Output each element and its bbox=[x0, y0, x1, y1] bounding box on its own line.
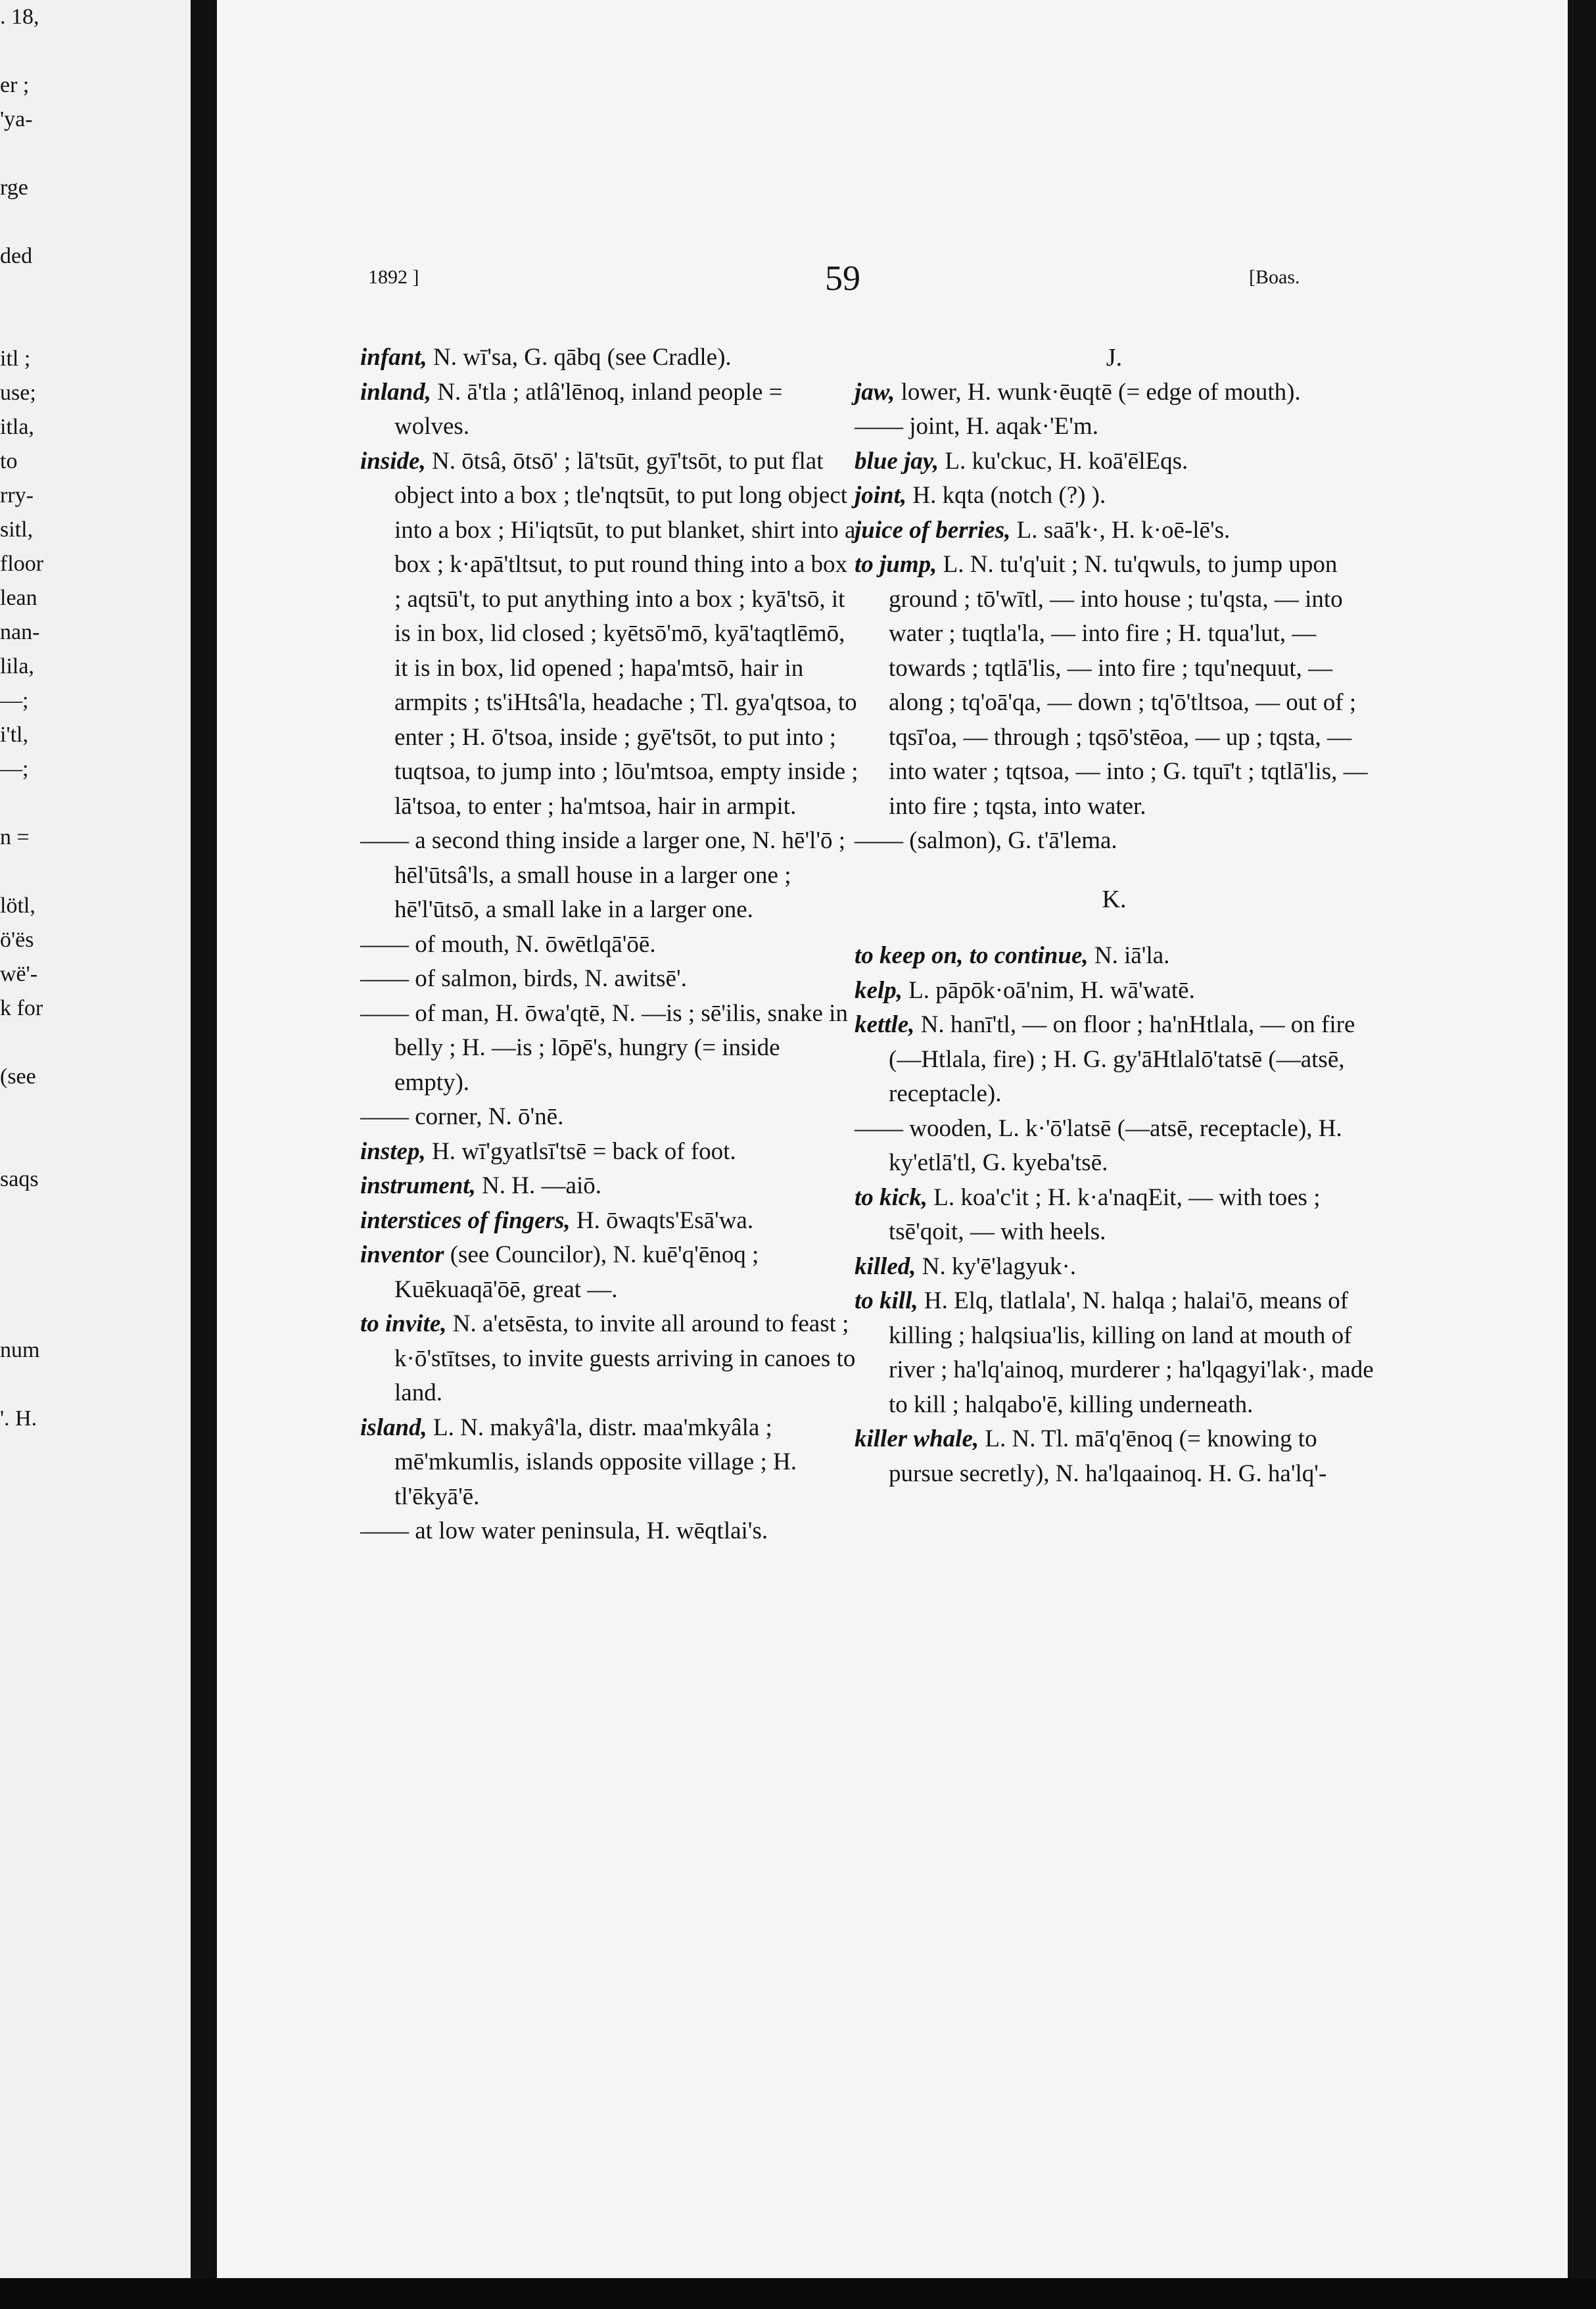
left-column bbox=[360, 341, 860, 1549]
section-heading-k: K. bbox=[1102, 885, 1127, 913]
k-entry bbox=[855, 1422, 1374, 1491]
headword: island, bbox=[360, 1414, 427, 1441]
i-entry bbox=[360, 997, 860, 1101]
definition: N. ōtsâ, ōtsō' ; lā'tsūt, gyī'tsōt, to put flat object into a box ; tle'nqtsūt, to put long object into a box ; Hi'iqtsūt, to put blanket, shirt into a box ; k·apā'tltsut, to put round thing into a box ; aqtsū't, to put anything into a box ; kyā'tsō, it is in box, lid closed ; kyētsō'mō, kyā'taqtlēmō, it is in box, lid opened ; hapa'mtsō, hair in armpits ; ts'iHtsâ'la, headache ; Tl. gya'qtsoa, to enter ; H. ō'tsoa, inside ; gyē'tsōt, to put into ; tuqtsoa, to jump into ; lōu'mtsoa, empty inside ; lā'tsoa, to enter ; ha'mtsoa, hair in armpit. bbox=[394, 447, 858, 820]
i-entry bbox=[360, 341, 860, 375]
k-entry bbox=[855, 1112, 1374, 1181]
definition: L. pāpōk·oā'nim, H. wā'watē. bbox=[902, 976, 1195, 1004]
definition: N. hanī'tl, — on floor ; ha'nHtlala, — on fire (—Htlala, fire) ; H. G. gy'āHtlalō'tatsē (—atsē, receptacle). bbox=[889, 1011, 1355, 1107]
definition: —— of mouth, N. ōwētlqā'ōē. bbox=[360, 930, 656, 958]
definition: H. wī'gyatlsī'tsē = back of foot. bbox=[425, 1137, 736, 1165]
page-number: 59 bbox=[825, 258, 860, 298]
definition: —— of salmon, birds, N. awitsē'. bbox=[360, 965, 687, 992]
section-heading-j: J. bbox=[1106, 344, 1123, 371]
i-entry bbox=[360, 1100, 860, 1135]
i-entry bbox=[360, 1169, 860, 1204]
section-j-entries bbox=[855, 375, 1374, 859]
definition: —— joint, H. aqak·'E'm. bbox=[855, 413, 1098, 440]
book-gutter bbox=[191, 0, 217, 2309]
headword: blue jay, bbox=[855, 447, 939, 475]
definition: N. ky'ē'lagyuk·. bbox=[916, 1252, 1077, 1280]
page-right-border bbox=[1568, 0, 1596, 2309]
k-entry bbox=[855, 974, 1374, 1009]
headword: instrument, bbox=[360, 1172, 476, 1199]
i-entry bbox=[360, 962, 860, 997]
section-k-entries bbox=[855, 939, 1374, 1491]
definition: N. ā'tla ; atlâ'lēnoq, inland people = wolves. bbox=[394, 378, 783, 440]
definition: L. ku'ckuc, H. koā'ēlEqs. bbox=[939, 447, 1188, 475]
headword: instep, bbox=[360, 1137, 426, 1165]
definition: —— wooden, L. k·'ō'latsē (—atsē, receptacle), H. ky'etlā'tl, G. kyeba'tsē. bbox=[855, 1114, 1342, 1176]
running-head-author: [Boas. bbox=[1249, 266, 1300, 288]
running-head-year: 1892 ] bbox=[368, 266, 419, 288]
definition: —— at low water peninsula, H. wēqtlai's. bbox=[360, 1517, 768, 1544]
i-entry bbox=[360, 824, 860, 928]
right-column bbox=[855, 341, 1374, 1491]
definition: L. N. Tl. mā'q'ēnoq (= knowing to pursue secretly), N. ha'lqaainoq. H. G. ha'lq'- bbox=[889, 1425, 1327, 1487]
k-entry bbox=[855, 1250, 1374, 1285]
definition: L. koa'c'it ; H. k·a'naqEit, — with toes ; tsē'qoit, — with heels. bbox=[889, 1183, 1321, 1245]
i-entry bbox=[360, 375, 860, 444]
definition: lower, H. wunk·ēuqtē (= edge of mouth). bbox=[895, 378, 1301, 406]
headword: to kill, bbox=[855, 1287, 918, 1314]
definition: H. ōwaqts'Esā'wa. bbox=[570, 1206, 754, 1234]
headword: kettle, bbox=[855, 1011, 915, 1038]
headword: infant, bbox=[360, 344, 427, 371]
j-entry bbox=[855, 548, 1374, 824]
definition: N. wī'sa, G. qābq (see Cradle). bbox=[427, 344, 732, 371]
definition: L. N. makyâ'la, distr. maa'mkyâla ; mē'mkumlis, islands opposite village ; H. tl'ēkyā'ē. bbox=[394, 1414, 797, 1510]
headword: jaw, bbox=[855, 378, 895, 406]
k-entry bbox=[855, 939, 1374, 974]
previous-page-edge bbox=[0, 0, 191, 2309]
definition: L. saā'k·, H. k·oē-lē's. bbox=[1010, 516, 1231, 544]
headword: inland, bbox=[360, 378, 431, 406]
j-entry bbox=[855, 375, 1374, 410]
headword: to invite, bbox=[360, 1310, 447, 1337]
i-entry bbox=[360, 1514, 860, 1549]
dictionary-page bbox=[217, 0, 1568, 2309]
i-entry bbox=[360, 928, 860, 963]
headword: to kick, bbox=[855, 1183, 927, 1211]
j-entry bbox=[855, 479, 1374, 513]
headword: joint, bbox=[855, 482, 907, 509]
definition: —— of man, H. ōwa'qtē, N. —is ; sē'ilis, snake in belly ; H. —is ; lōpē's, hungry (= inside empty). bbox=[360, 999, 848, 1096]
headword: inside, bbox=[360, 447, 426, 475]
j-entry bbox=[855, 513, 1374, 548]
j-entry bbox=[855, 444, 1374, 479]
j-entry bbox=[855, 824, 1374, 859]
definition: N. H. —aiō. bbox=[475, 1172, 601, 1199]
definition: H. kqta (notch (?) ). bbox=[906, 482, 1106, 509]
definition: H. Elq, tlatlala', N. halqa ; halai'ō, means of killing ; halqsiua'lis, killing on land at mouth of river ; ha'lq'ainoq, murderer ; ha'lqagyi'lak·, made to kill ; halqabo'ē, killing underneath. bbox=[889, 1287, 1374, 1418]
definition: L. N. tu'q'uit ; N. tu'qwuls, to jump upon ground ; tō'wītl, — into house ; tu'qsta, — into water ; tuqtla'la, — into fire ; H. tqua'lut, — towards ; tqtlā'lis, — into fire ; tqu'nequut, — along ; tq'oā'qa, — down ; tq'ō'tltsoa, — out of ; tqsī'oa, — through ; tqsō'stēoa, — up ; tqsta, — into water ; tqtsoa, — into ; G. tquī't ; tqtlā'lis, — into fire ; tqsta, into water. bbox=[889, 551, 1368, 820]
scan-bottom-edge bbox=[0, 2278, 1596, 2309]
previous-page-text: . 18, er ; 'ya- rge ded itl ; use; itla, to rry- sitl, floor lean nan- lila, —; i'tl, —; n = lötl, ö'ës wë'- k for (see saqs num '. H. bbox=[0, 5, 44, 1431]
i-entry bbox=[360, 444, 860, 824]
i-entry bbox=[360, 1238, 860, 1307]
headword: inventor bbox=[360, 1241, 444, 1268]
j-entry bbox=[855, 410, 1374, 444]
i-entry bbox=[360, 1204, 860, 1239]
definition: —— (salmon), G. t'ā'lema. bbox=[855, 827, 1117, 854]
definition: —— corner, N. ō'nē. bbox=[360, 1103, 564, 1130]
headword: kelp, bbox=[855, 976, 903, 1004]
definition: —— a second thing inside a larger one, N. hē'l'ō ; hēl'ūtsâ'ls, a small house in a larger one ; hē'l'ūtsō, a small lake in a larger one. bbox=[360, 827, 846, 923]
definition: N. iā'la. bbox=[1088, 942, 1170, 969]
i-entry bbox=[360, 1411, 860, 1515]
headword: to jump, bbox=[855, 551, 937, 578]
i-entry bbox=[360, 1135, 860, 1170]
definition: N. a'etsēsta, to invite all around to feast ; k·ō'stītses, to invite guests arriving in canoes to land. bbox=[394, 1310, 856, 1406]
headword: juice of berries, bbox=[855, 516, 1011, 544]
definition: (see Councilor), N. kuē'q'ēnoq ; Kuēkuaqā'ōē, great —. bbox=[394, 1241, 759, 1303]
k-entry bbox=[855, 1008, 1374, 1112]
headword: to keep on, to continue, bbox=[855, 942, 1089, 969]
headword: killed, bbox=[855, 1252, 916, 1280]
headword: interstices of fingers, bbox=[360, 1206, 571, 1234]
k-entry bbox=[855, 1284, 1374, 1422]
i-entry bbox=[360, 1307, 860, 1411]
k-entry bbox=[855, 1181, 1374, 1250]
headword: killer whale, bbox=[855, 1425, 979, 1452]
